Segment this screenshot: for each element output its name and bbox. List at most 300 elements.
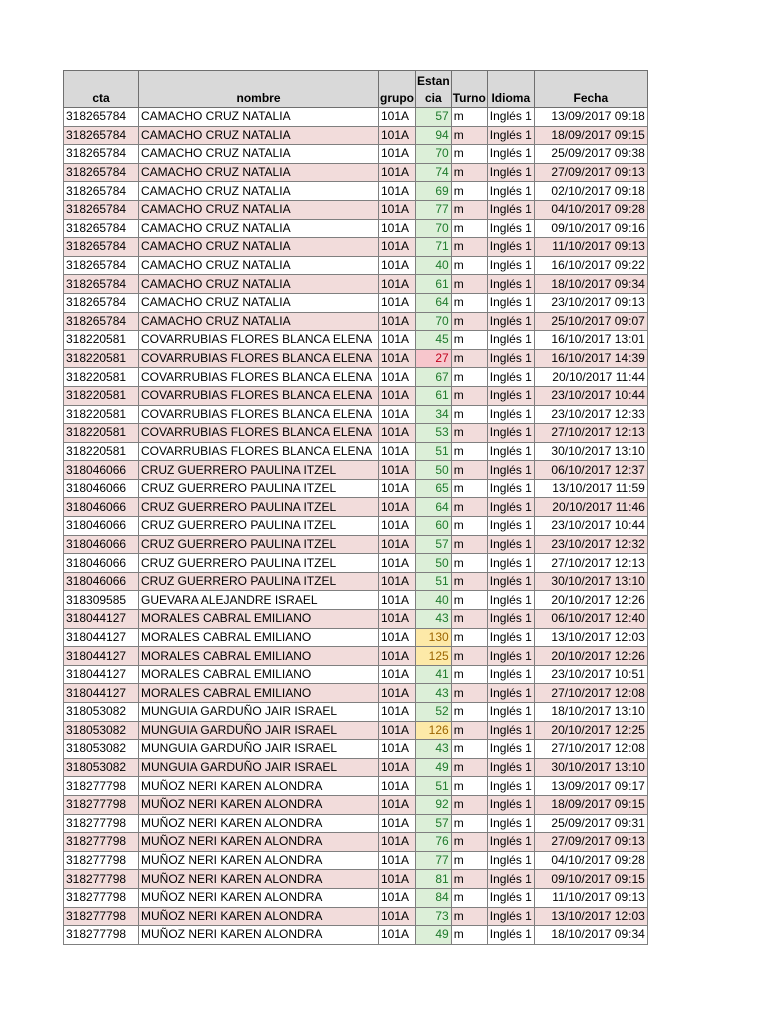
- turno-cell[interactable]: m: [451, 926, 487, 945]
- fecha-cell[interactable]: 23/10/2017 10:51: [534, 665, 647, 684]
- grupo-cell[interactable]: 101A: [379, 795, 416, 814]
- cta-cell[interactable]: 318277798: [64, 851, 139, 870]
- idioma-cell[interactable]: Inglés 1: [487, 312, 534, 331]
- grupo-cell[interactable]: 101A: [379, 591, 416, 610]
- idioma-cell[interactable]: Inglés 1: [487, 424, 534, 443]
- estancia-cell[interactable]: 94: [416, 126, 452, 145]
- turno-cell[interactable]: m: [451, 293, 487, 312]
- estancia-cell[interactable]: 43: [416, 684, 452, 703]
- grupo-cell[interactable]: 101A: [379, 851, 416, 870]
- idioma-cell[interactable]: Inglés 1: [487, 386, 534, 405]
- nombre-cell[interactable]: COVARRUBIAS FLORES BLANCA ELENA: [139, 349, 379, 368]
- grupo-cell[interactable]: 101A: [379, 740, 416, 759]
- fecha-cell[interactable]: 13/09/2017 09:18: [534, 108, 647, 127]
- fecha-cell[interactable]: 16/10/2017 09:22: [534, 256, 647, 275]
- idioma-cell[interactable]: Inglés 1: [487, 721, 534, 740]
- fecha-cell[interactable]: 23/10/2017 10:44: [534, 517, 647, 536]
- fecha-cell[interactable]: 20/10/2017 11:46: [534, 498, 647, 517]
- idioma-cell[interactable]: Inglés 1: [487, 126, 534, 145]
- nombre-cell[interactable]: CRUZ GUERRERO PAULINA ITZEL: [139, 572, 379, 591]
- estancia-cell[interactable]: 74: [416, 163, 452, 182]
- nombre-cell[interactable]: CAMACHO CRUZ NATALIA: [139, 145, 379, 164]
- fecha-cell[interactable]: 23/10/2017 12:32: [534, 535, 647, 554]
- grupo-cell[interactable]: 101A: [379, 256, 416, 275]
- nombre-cell[interactable]: CAMACHO CRUZ NATALIA: [139, 200, 379, 219]
- cta-cell[interactable]: 318220581: [64, 331, 139, 350]
- cta-cell[interactable]: 318053082: [64, 721, 139, 740]
- idioma-cell[interactable]: Inglés 1: [487, 405, 534, 424]
- idioma-cell[interactable]: Inglés 1: [487, 795, 534, 814]
- cta-cell[interactable]: 318277798: [64, 870, 139, 889]
- fecha-cell[interactable]: 11/10/2017 09:13: [534, 238, 647, 257]
- turno-cell[interactable]: m: [451, 870, 487, 889]
- turno-cell[interactable]: m: [451, 888, 487, 907]
- nombre-cell[interactable]: CAMACHO CRUZ NATALIA: [139, 219, 379, 238]
- estancia-cell[interactable]: 49: [416, 926, 452, 945]
- grupo-cell[interactable]: 101A: [379, 461, 416, 480]
- nombre-cell[interactable]: MUÑOZ NERI KAREN ALONDRA: [139, 795, 379, 814]
- turno-cell[interactable]: m: [451, 331, 487, 350]
- cta-cell[interactable]: 318265784: [64, 108, 139, 127]
- idioma-cell[interactable]: Inglés 1: [487, 256, 534, 275]
- grupo-cell[interactable]: 101A: [379, 758, 416, 777]
- cta-cell[interactable]: 318044127: [64, 647, 139, 666]
- idioma-cell[interactable]: Inglés 1: [487, 349, 534, 368]
- estancia-cell[interactable]: 70: [416, 219, 452, 238]
- fecha-cell[interactable]: 20/10/2017 12:25: [534, 721, 647, 740]
- fecha-cell[interactable]: 20/10/2017 12:26: [534, 591, 647, 610]
- turno-cell[interactable]: m: [451, 424, 487, 443]
- turno-cell[interactable]: m: [451, 163, 487, 182]
- turno-cell[interactable]: m: [451, 275, 487, 294]
- turno-cell[interactable]: m: [451, 740, 487, 759]
- idioma-cell[interactable]: Inglés 1: [487, 108, 534, 127]
- idioma-cell[interactable]: Inglés 1: [487, 610, 534, 629]
- estancia-cell[interactable]: 61: [416, 386, 452, 405]
- nombre-cell[interactable]: CAMACHO CRUZ NATALIA: [139, 163, 379, 182]
- estancia-cell[interactable]: 52: [416, 703, 452, 722]
- cta-cell[interactable]: 318044127: [64, 610, 139, 629]
- fecha-cell[interactable]: 25/09/2017 09:38: [534, 145, 647, 164]
- cta-cell[interactable]: 318265784: [64, 256, 139, 275]
- estancia-cell[interactable]: 84: [416, 888, 452, 907]
- turno-cell[interactable]: m: [451, 368, 487, 387]
- grupo-cell[interactable]: 101A: [379, 684, 416, 703]
- nombre-cell[interactable]: MUÑOZ NERI KAREN ALONDRA: [139, 777, 379, 796]
- cta-cell[interactable]: 318053082: [64, 703, 139, 722]
- turno-cell[interactable]: m: [451, 665, 487, 684]
- grupo-cell[interactable]: 101A: [379, 814, 416, 833]
- nombre-cell[interactable]: MUÑOZ NERI KAREN ALONDRA: [139, 926, 379, 945]
- turno-cell[interactable]: m: [451, 126, 487, 145]
- cta-cell[interactable]: 318277798: [64, 777, 139, 796]
- turno-cell[interactable]: m: [451, 833, 487, 852]
- estancia-cell[interactable]: 77: [416, 851, 452, 870]
- idioma-cell[interactable]: Inglés 1: [487, 740, 534, 759]
- cta-cell[interactable]: 318220581: [64, 442, 139, 461]
- cta-cell[interactable]: 318220581: [64, 386, 139, 405]
- idioma-cell[interactable]: Inglés 1: [487, 572, 534, 591]
- turno-cell[interactable]: m: [451, 498, 487, 517]
- nombre-cell[interactable]: MUÑOZ NERI KAREN ALONDRA: [139, 814, 379, 833]
- idioma-cell[interactable]: Inglés 1: [487, 703, 534, 722]
- cta-cell[interactable]: 318046066: [64, 517, 139, 536]
- estancia-cell[interactable]: 77: [416, 200, 452, 219]
- cta-cell[interactable]: 318265784: [64, 238, 139, 257]
- nombre-cell[interactable]: CAMACHO CRUZ NATALIA: [139, 312, 379, 331]
- estancia-cell[interactable]: 70: [416, 312, 452, 331]
- nombre-cell[interactable]: MORALES CABRAL EMILIANO: [139, 684, 379, 703]
- idioma-cell[interactable]: Inglés 1: [487, 535, 534, 554]
- fecha-cell[interactable]: 20/10/2017 11:44: [534, 368, 647, 387]
- cta-cell[interactable]: 318265784: [64, 293, 139, 312]
- grupo-cell[interactable]: 101A: [379, 442, 416, 461]
- nombre-cell[interactable]: CAMACHO CRUZ NATALIA: [139, 108, 379, 127]
- fecha-cell[interactable]: 20/10/2017 12:26: [534, 647, 647, 666]
- grupo-cell[interactable]: 101A: [379, 721, 416, 740]
- turno-cell[interactable]: m: [451, 777, 487, 796]
- turno-cell[interactable]: m: [451, 684, 487, 703]
- estancia-cell[interactable]: 81: [416, 870, 452, 889]
- idioma-cell[interactable]: Inglés 1: [487, 833, 534, 852]
- nombre-cell[interactable]: MUNGUIA GARDUÑO JAIR ISRAEL: [139, 758, 379, 777]
- idioma-cell[interactable]: Inglés 1: [487, 647, 534, 666]
- estancia-cell[interactable]: 65: [416, 479, 452, 498]
- cta-cell[interactable]: 318220581: [64, 349, 139, 368]
- nombre-cell[interactable]: CRUZ GUERRERO PAULINA ITZEL: [139, 461, 379, 480]
- cta-cell[interactable]: 318277798: [64, 907, 139, 926]
- nombre-cell[interactable]: MUÑOZ NERI KAREN ALONDRA: [139, 907, 379, 926]
- idioma-cell[interactable]: Inglés 1: [487, 517, 534, 536]
- cta-cell[interactable]: 318265784: [64, 145, 139, 164]
- fecha-cell[interactable]: 25/09/2017 09:31: [534, 814, 647, 833]
- nombre-cell[interactable]: COVARRUBIAS FLORES BLANCA ELENA: [139, 442, 379, 461]
- idioma-cell[interactable]: Inglés 1: [487, 368, 534, 387]
- fecha-cell[interactable]: 02/10/2017 09:18: [534, 182, 647, 201]
- turno-cell[interactable]: m: [451, 312, 487, 331]
- cta-cell[interactable]: 318046066: [64, 572, 139, 591]
- fecha-cell[interactable]: 16/10/2017 14:39: [534, 349, 647, 368]
- fecha-cell[interactable]: 04/10/2017 09:28: [534, 851, 647, 870]
- nombre-cell[interactable]: MUÑOZ NERI KAREN ALONDRA: [139, 851, 379, 870]
- idioma-cell[interactable]: Inglés 1: [487, 777, 534, 796]
- estancia-cell[interactable]: 50: [416, 554, 452, 573]
- fecha-cell[interactable]: 09/10/2017 09:16: [534, 219, 647, 238]
- turno-cell[interactable]: m: [451, 479, 487, 498]
- cta-cell[interactable]: 318053082: [64, 758, 139, 777]
- estancia-cell[interactable]: 64: [416, 498, 452, 517]
- nombre-cell[interactable]: COVARRUBIAS FLORES BLANCA ELENA: [139, 424, 379, 443]
- estancia-cell[interactable]: 92: [416, 795, 452, 814]
- header-estancia[interactable]: [416, 71, 452, 108]
- idioma-cell[interactable]: Inglés 1: [487, 275, 534, 294]
- cta-cell[interactable]: 318265784: [64, 163, 139, 182]
- nombre-cell[interactable]: MUNGUIA GARDUÑO JAIR ISRAEL: [139, 721, 379, 740]
- cta-cell[interactable]: 318265784: [64, 200, 139, 219]
- idioma-cell[interactable]: Inglés 1: [487, 870, 534, 889]
- turno-cell[interactable]: m: [451, 647, 487, 666]
- turno-cell[interactable]: m: [451, 219, 487, 238]
- nombre-cell[interactable]: CAMACHO CRUZ NATALIA: [139, 182, 379, 201]
- nombre-cell[interactable]: CAMACHO CRUZ NATALIA: [139, 256, 379, 275]
- fecha-cell[interactable]: 30/10/2017 13:10: [534, 442, 647, 461]
- grupo-cell[interactable]: 101A: [379, 926, 416, 945]
- grupo-cell[interactable]: 101A: [379, 293, 416, 312]
- header-fecha[interactable]: Fecha: [534, 71, 647, 108]
- estancia-cell[interactable]: 51: [416, 777, 452, 796]
- cta-cell[interactable]: 318044127: [64, 628, 139, 647]
- fecha-cell[interactable]: 13/10/2017 11:59: [534, 479, 647, 498]
- nombre-cell[interactable]: MORALES CABRAL EMILIANO: [139, 665, 379, 684]
- nombre-cell[interactable]: CRUZ GUERRERO PAULINA ITZEL: [139, 517, 379, 536]
- turno-cell[interactable]: m: [451, 572, 487, 591]
- cta-cell[interactable]: 318053082: [64, 740, 139, 759]
- grupo-cell[interactable]: 101A: [379, 200, 416, 219]
- nombre-cell[interactable]: CRUZ GUERRERO PAULINA ITZEL: [139, 479, 379, 498]
- header-grupo[interactable]: grupo: [379, 71, 416, 108]
- estancia-cell[interactable]: 49: [416, 758, 452, 777]
- fecha-cell[interactable]: 13/10/2017 12:03: [534, 628, 647, 647]
- estancia-cell[interactable]: 41: [416, 665, 452, 684]
- estancia-cell[interactable]: 51: [416, 442, 452, 461]
- nombre-cell[interactable]: MORALES CABRAL EMILIANO: [139, 610, 379, 629]
- grupo-cell[interactable]: 101A: [379, 833, 416, 852]
- cta-cell[interactable]: 318277798: [64, 814, 139, 833]
- idioma-cell[interactable]: Inglés 1: [487, 684, 534, 703]
- estancia-cell[interactable]: 53: [416, 424, 452, 443]
- turno-cell[interactable]: m: [451, 108, 487, 127]
- idioma-cell[interactable]: Inglés 1: [487, 331, 534, 350]
- grupo-cell[interactable]: 101A: [379, 145, 416, 164]
- idioma-cell[interactable]: Inglés 1: [487, 219, 534, 238]
- idioma-cell[interactable]: Inglés 1: [487, 442, 534, 461]
- estancia-cell[interactable]: 126: [416, 721, 452, 740]
- idioma-cell[interactable]: Inglés 1: [487, 461, 534, 480]
- turno-cell[interactable]: m: [451, 703, 487, 722]
- cta-cell[interactable]: 318265784: [64, 312, 139, 331]
- grupo-cell[interactable]: 101A: [379, 219, 416, 238]
- idioma-cell[interactable]: Inglés 1: [487, 888, 534, 907]
- turno-cell[interactable]: m: [451, 814, 487, 833]
- turno-cell[interactable]: m: [451, 349, 487, 368]
- estancia-cell[interactable]: 130: [416, 628, 452, 647]
- cta-cell[interactable]: 318220581: [64, 424, 139, 443]
- grupo-cell[interactable]: 101A: [379, 275, 416, 294]
- estancia-cell[interactable]: 71: [416, 238, 452, 257]
- fecha-cell[interactable]: 16/10/2017 13:01: [534, 331, 647, 350]
- grupo-cell[interactable]: 101A: [379, 108, 416, 127]
- nombre-cell[interactable]: GUEVARA ALEJANDRE ISRAEL: [139, 591, 379, 610]
- grupo-cell[interactable]: 101A: [379, 368, 416, 387]
- nombre-cell[interactable]: MUNGUIA GARDUÑO JAIR ISRAEL: [139, 703, 379, 722]
- nombre-cell[interactable]: MUÑOZ NERI KAREN ALONDRA: [139, 870, 379, 889]
- fecha-cell[interactable]: 06/10/2017 12:40: [534, 610, 647, 629]
- fecha-cell[interactable]: 18/10/2017 09:34: [534, 926, 647, 945]
- turno-cell[interactable]: m: [451, 628, 487, 647]
- grupo-cell[interactable]: 101A: [379, 312, 416, 331]
- turno-cell[interactable]: m: [451, 461, 487, 480]
- grupo-cell[interactable]: 101A: [379, 126, 416, 145]
- cta-cell[interactable]: 318046066: [64, 479, 139, 498]
- estancia-cell[interactable]: 57: [416, 108, 452, 127]
- idioma-cell[interactable]: Inglés 1: [487, 851, 534, 870]
- grupo-cell[interactable]: 101A: [379, 610, 416, 629]
- estancia-cell[interactable]: 43: [416, 740, 452, 759]
- fecha-cell[interactable]: 27/10/2017 12:13: [534, 554, 647, 573]
- turno-cell[interactable]: m: [451, 442, 487, 461]
- fecha-cell[interactable]: 11/10/2017 09:13: [534, 888, 647, 907]
- grupo-cell[interactable]: 101A: [379, 498, 416, 517]
- idioma-cell[interactable]: Inglés 1: [487, 163, 534, 182]
- fecha-cell[interactable]: 18/10/2017 09:34: [534, 275, 647, 294]
- cta-cell[interactable]: 318265784: [64, 182, 139, 201]
- nombre-cell[interactable]: MORALES CABRAL EMILIANO: [139, 628, 379, 647]
- estancia-cell[interactable]: 60: [416, 517, 452, 536]
- estancia-cell[interactable]: 76: [416, 833, 452, 852]
- cta-cell[interactable]: 318265784: [64, 126, 139, 145]
- header-nombre[interactable]: nombre: [139, 71, 379, 108]
- idioma-cell[interactable]: Inglés 1: [487, 926, 534, 945]
- cta-cell[interactable]: 318265784: [64, 275, 139, 294]
- nombre-cell[interactable]: COVARRUBIAS FLORES BLANCA ELENA: [139, 405, 379, 424]
- nombre-cell[interactable]: COVARRUBIAS FLORES BLANCA ELENA: [139, 331, 379, 350]
- fecha-cell[interactable]: 09/10/2017 09:15: [534, 870, 647, 889]
- turno-cell[interactable]: m: [451, 182, 487, 201]
- fecha-cell[interactable]: 25/10/2017 09:07: [534, 312, 647, 331]
- cta-cell[interactable]: 318265784: [64, 219, 139, 238]
- grupo-cell[interactable]: 101A: [379, 386, 416, 405]
- fecha-cell[interactable]: 23/10/2017 10:44: [534, 386, 647, 405]
- idioma-cell[interactable]: Inglés 1: [487, 814, 534, 833]
- turno-cell[interactable]: m: [451, 386, 487, 405]
- turno-cell[interactable]: m: [451, 610, 487, 629]
- estancia-cell[interactable]: 61: [416, 275, 452, 294]
- grupo-cell[interactable]: 101A: [379, 517, 416, 536]
- turno-cell[interactable]: m: [451, 795, 487, 814]
- cta-cell[interactable]: 318046066: [64, 461, 139, 480]
- fecha-cell[interactable]: 13/10/2017 12:03: [534, 907, 647, 926]
- cta-cell[interactable]: 318046066: [64, 535, 139, 554]
- header-cta[interactable]: cta: [64, 71, 139, 108]
- turno-cell[interactable]: m: [451, 256, 487, 275]
- turno-cell[interactable]: m: [451, 517, 487, 536]
- estancia-cell[interactable]: 27: [416, 349, 452, 368]
- nombre-cell[interactable]: CAMACHO CRUZ NATALIA: [139, 126, 379, 145]
- fecha-cell[interactable]: 27/10/2017 12:13: [534, 424, 647, 443]
- fecha-cell[interactable]: 18/10/2017 13:10: [534, 703, 647, 722]
- turno-cell[interactable]: m: [451, 405, 487, 424]
- nombre-cell[interactable]: CAMACHO CRUZ NATALIA: [139, 275, 379, 294]
- fecha-cell[interactable]: 27/10/2017 12:08: [534, 684, 647, 703]
- nombre-cell[interactable]: CRUZ GUERRERO PAULINA ITZEL: [139, 498, 379, 517]
- nombre-cell[interactable]: MUÑOZ NERI KAREN ALONDRA: [139, 888, 379, 907]
- estancia-cell[interactable]: 57: [416, 535, 452, 554]
- grupo-cell[interactable]: 101A: [379, 647, 416, 666]
- nombre-cell[interactable]: COVARRUBIAS FLORES BLANCA ELENA: [139, 386, 379, 405]
- fecha-cell[interactable]: 18/09/2017 09:15: [534, 795, 647, 814]
- grupo-cell[interactable]: 101A: [379, 665, 416, 684]
- fecha-cell[interactable]: 18/09/2017 09:15: [534, 126, 647, 145]
- estancia-cell[interactable]: 125: [416, 647, 452, 666]
- idioma-cell[interactable]: Inglés 1: [487, 907, 534, 926]
- turno-cell[interactable]: m: [451, 907, 487, 926]
- idioma-cell[interactable]: Inglés 1: [487, 758, 534, 777]
- estancia-cell[interactable]: 50: [416, 461, 452, 480]
- nombre-cell[interactable]: CRUZ GUERRERO PAULINA ITZEL: [139, 535, 379, 554]
- grupo-cell[interactable]: 101A: [379, 888, 416, 907]
- turno-cell[interactable]: m: [451, 238, 487, 257]
- grupo-cell[interactable]: 101A: [379, 182, 416, 201]
- estancia-cell[interactable]: 40: [416, 591, 452, 610]
- nombre-cell[interactable]: CRUZ GUERRERO PAULINA ITZEL: [139, 554, 379, 573]
- idioma-cell[interactable]: Inglés 1: [487, 628, 534, 647]
- grupo-cell[interactable]: 101A: [379, 572, 416, 591]
- fecha-cell[interactable]: 27/09/2017 09:13: [534, 833, 647, 852]
- idioma-cell[interactable]: Inglés 1: [487, 665, 534, 684]
- idioma-cell[interactable]: Inglés 1: [487, 554, 534, 573]
- idioma-cell[interactable]: Inglés 1: [487, 293, 534, 312]
- fecha-cell[interactable]: 30/10/2017 13:10: [534, 758, 647, 777]
- estancia-cell[interactable]: 51: [416, 572, 452, 591]
- estancia-cell[interactable]: 40: [416, 256, 452, 275]
- estancia-cell[interactable]: 70: [416, 145, 452, 164]
- estancia-cell[interactable]: 73: [416, 907, 452, 926]
- fecha-cell[interactable]: 06/10/2017 12:37: [534, 461, 647, 480]
- grupo-cell[interactable]: 101A: [379, 424, 416, 443]
- grupo-cell[interactable]: 101A: [379, 479, 416, 498]
- idioma-cell[interactable]: Inglés 1: [487, 591, 534, 610]
- cta-cell[interactable]: 318044127: [64, 684, 139, 703]
- nombre-cell[interactable]: COVARRUBIAS FLORES BLANCA ELENA: [139, 368, 379, 387]
- estancia-cell[interactable]: 69: [416, 182, 452, 201]
- grupo-cell[interactable]: 101A: [379, 349, 416, 368]
- idioma-cell[interactable]: Inglés 1: [487, 238, 534, 257]
- grupo-cell[interactable]: 101A: [379, 238, 416, 257]
- idioma-cell[interactable]: Inglés 1: [487, 498, 534, 517]
- cta-cell[interactable]: 318220581: [64, 405, 139, 424]
- turno-cell[interactable]: m: [451, 200, 487, 219]
- grupo-cell[interactable]: 101A: [379, 331, 416, 350]
- estancia-cell[interactable]: 67: [416, 368, 452, 387]
- turno-cell[interactable]: m: [451, 554, 487, 573]
- idioma-cell[interactable]: Inglés 1: [487, 145, 534, 164]
- nombre-cell[interactable]: CAMACHO CRUZ NATALIA: [139, 293, 379, 312]
- cta-cell[interactable]: 318046066: [64, 498, 139, 517]
- estancia-cell[interactable]: 45: [416, 331, 452, 350]
- fecha-cell[interactable]: 30/10/2017 13:10: [534, 572, 647, 591]
- cta-cell[interactable]: 318277798: [64, 833, 139, 852]
- cta-cell[interactable]: 318044127: [64, 665, 139, 684]
- idioma-cell[interactable]: Inglés 1: [487, 200, 534, 219]
- idioma-cell[interactable]: Inglés 1: [487, 182, 534, 201]
- grupo-cell[interactable]: 101A: [379, 907, 416, 926]
- turno-cell[interactable]: m: [451, 535, 487, 554]
- cta-cell[interactable]: 318046066: [64, 554, 139, 573]
- cta-cell[interactable]: 318220581: [64, 368, 139, 387]
- fecha-cell[interactable]: 27/10/2017 12:08: [534, 740, 647, 759]
- estancia-cell[interactable]: 64: [416, 293, 452, 312]
- grupo-cell[interactable]: 101A: [379, 628, 416, 647]
- cta-cell[interactable]: 318277798: [64, 795, 139, 814]
- fecha-cell[interactable]: 13/09/2017 09:17: [534, 777, 647, 796]
- fecha-cell[interactable]: 23/10/2017 12:33: [534, 405, 647, 424]
- turno-cell[interactable]: m: [451, 145, 487, 164]
- fecha-cell[interactable]: 04/10/2017 09:28: [534, 200, 647, 219]
- estancia-cell[interactable]: 34: [416, 405, 452, 424]
- grupo-cell[interactable]: 101A: [379, 777, 416, 796]
- cta-cell[interactable]: 318309585: [64, 591, 139, 610]
- grupo-cell[interactable]: 101A: [379, 535, 416, 554]
